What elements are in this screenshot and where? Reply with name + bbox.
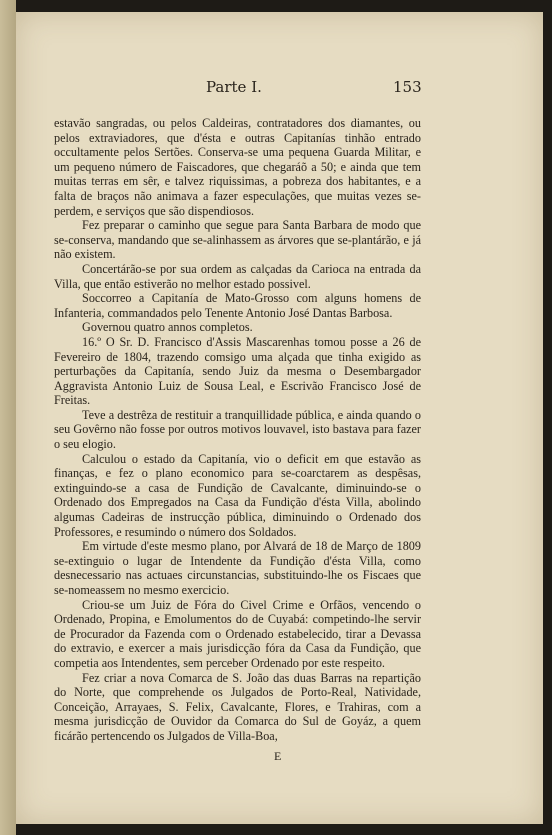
paragraph: Fez criar a nova Comarca de S. João das duas Barras na repartição do Norte, que comprehende os Julgados de Porto-Real, Natividade, Conceição, Arrayaes, S. Felix, Cavalcante, Flores, e Trahiras, com a mesma jurisdicção de Ouvidor da Comarca do Sul de Goyáz, a quem ficárão pertencendo os Julgados de Villa-Boa, bbox=[54, 670, 421, 743]
body-text bbox=[54, 116, 421, 744]
paragraph: Teve a destrêza de restituir a tranquillidade pública, e ainda quando o seu Govêrno não fosse por outros motivos louvavel, isto bastava para fazer o seu elogio. bbox=[54, 407, 421, 452]
paragraph: 16.º O Sr. D. Francisco d'Assis Mascarenhas tomou posse a 26 de Fevereiro de 1804, trazendo comsigo uma alçada que tinha exigido as perturbações da Capitanía, sendo Juiz da mesma o Desembargador Aggravista Antonio Luiz de Sousa Leal, e Escrivão Francisco José de Freitas. bbox=[54, 334, 421, 408]
paragraph: Calculou o estado da Capitanía, vio o deficit em que estavão as finanças, e fez o plano economico para se-coarctarem as despêsas, extinguindo-se a casa de Fundição de Cavalcante, diminuindo-se o Ordenado dos Empregados na Casa da Fundição d'ésta Villa, abolindo algumas Cadeiras de instrucção pública, diminuindo o Ordenado dos Professores, e resumindo o número dos Soldados. bbox=[54, 451, 421, 539]
running-title: Parte I. bbox=[206, 78, 262, 96]
signature-mark: E bbox=[274, 749, 282, 763]
paragraph: Governou quatro annos completos. bbox=[82, 320, 253, 335]
paragraph: Soccorreo a Capitanía de Mato-Grosso com alguns homens de Infanteria, commandados pelo Tenente Antonio José Dantas Barbosa. bbox=[54, 291, 421, 320]
paragraph: Criou-se um Juiz de Fóra do Civel Crime e Orfãos, vencendo o Ordenado, Propina, e Emolumentos do de Cuyabá: competindo-lhe servir de Procurador da Fazenda com o Ordenado estabelecido, tirar a Devassa do extravio, e exercer a mais jurisdicção fóra da Casa da Fundição, que competia aos Intendentes, sem perceber Ordenado por este respeito. bbox=[54, 597, 421, 670]
paragraph: Concertárão-se por sua ordem as calçadas da Carioca na entrada da Villa, que então estiverão no melhor estado possivel. bbox=[54, 261, 421, 291]
page-number: 153 bbox=[393, 78, 422, 96]
page-header bbox=[16, 78, 543, 100]
paragraph: Fez preparar o caminho que segue para Santa Barbara de modo que se-conserva, mandando que se-alinhassem as árvores que se-plantárão, e já não existem. bbox=[54, 218, 421, 262]
facing-page-edge bbox=[0, 0, 16, 835]
book-page bbox=[16, 12, 543, 824]
paragraph: estavão sangradas, ou pelos Caldeiras, contratadores dos diamantes, ou pelos extraviadores, que d'ésta e outras Capitanías tinhão entrado occultamente pelos Sertões. Conserva-se uma pequena Guarda Militar, e um pequeno número de Faiscadores, que chegaráõ a 50; e ainda que tem muitas terras em sêr, e talvez riquissimas, a pobreza dos habitantes, e a falta de braços não animava a fazer especulações, que muitas vezes se-perdem, e serviços que são dispendiosos. bbox=[54, 116, 421, 218]
paragraph: Em virtude d'este mesmo plano, por Alvará de 18 de Março de 1809 se-extinguio o lugar de Intendente da Fundição d'ésta Villa, como desnecessario nas actuaes circunstancias, substituindo-lhe os Fiscaes que se-nomeassem no mesmo exercicio. bbox=[54, 539, 421, 597]
